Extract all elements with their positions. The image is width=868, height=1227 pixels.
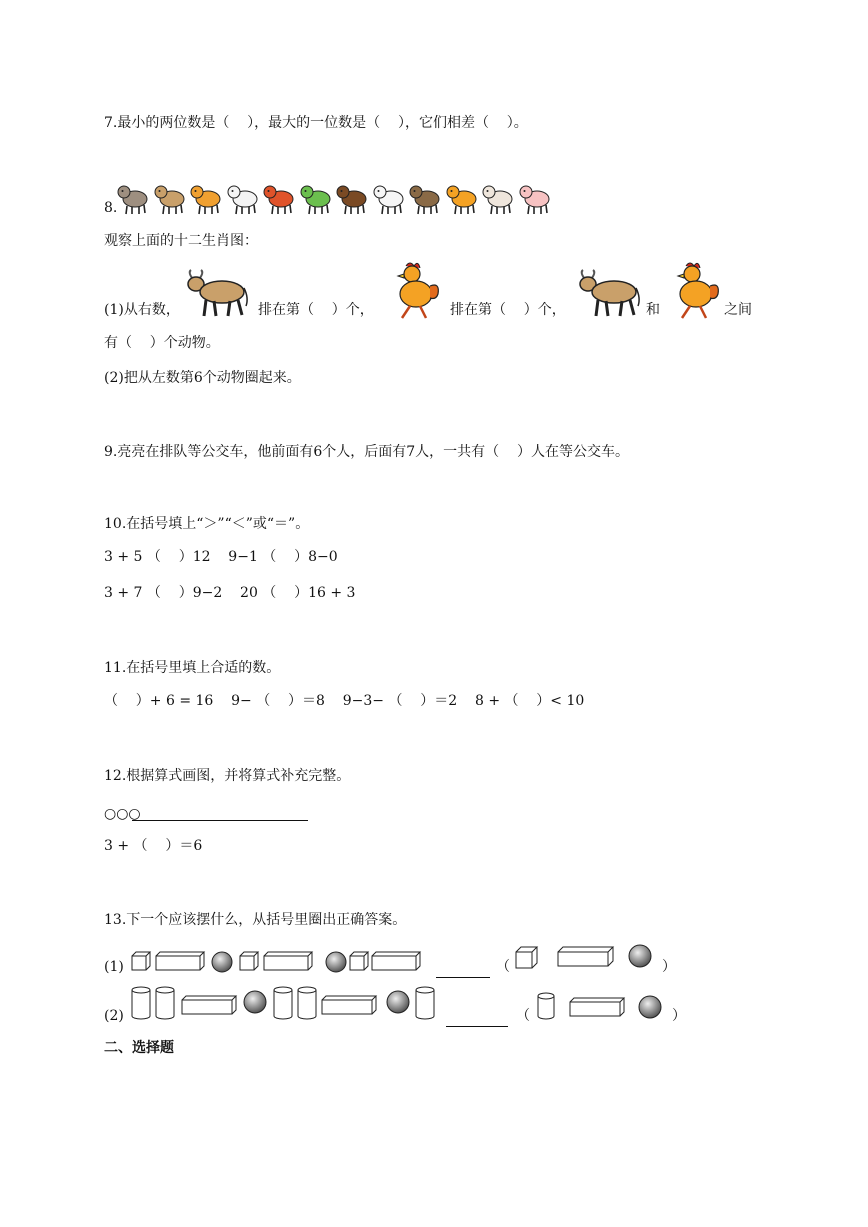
question-13-title: 13.下一个应该摆什么，从括号里圈出正确答案。 [104, 912, 407, 928]
question-10-title: 10.在括号填上“＞”“＜”或“＝”。 [104, 516, 310, 532]
rooster-icon [445, 178, 479, 216]
question-12-title: 12.根据算式画图，并将算式补充完整。 [104, 768, 351, 784]
q13-part2-open-paren: （ [516, 1008, 530, 1024]
rabbit-icon [226, 178, 260, 216]
question-8-intro: 观察上面的十二生肖图： [104, 233, 258, 249]
q8-part1-line2: 有（ ）个动物。 [104, 335, 220, 351]
q13-part1-close-paren: ） [662, 959, 676, 975]
rooster-icon [666, 260, 722, 320]
q13-part2-answer-line [446, 1026, 508, 1027]
q8-part2: (2)把从左数第6个动物圈起来。 [104, 370, 301, 386]
rat-icon [116, 178, 150, 216]
dragon-icon [262, 178, 296, 216]
q13-part1-options [512, 942, 662, 976]
monkey-icon [408, 178, 442, 216]
q13-part2-options [532, 990, 670, 1024]
ox-icon [186, 268, 250, 320]
q8-part1-between: 之间 [724, 302, 752, 318]
rooster-icon [386, 260, 442, 320]
zodiac-image-row [116, 176, 556, 218]
question-7: 7.最小的两位数是（ ），最大的一位数是（ ），它们相差（ ）。 [104, 115, 528, 131]
q12-circles: ○○○ [104, 806, 141, 822]
q13-part1-answer-line [436, 977, 490, 978]
horse-icon [335, 178, 369, 216]
section-2-title: 二、选择题 [104, 1040, 174, 1056]
q10-row-1: 3 + 5 （ ）12 9−1 （ ）8−0 [104, 549, 338, 565]
pig-icon [518, 178, 552, 216]
q10-row-2: 3 + 7 （ ）9−2 20 （ ）16 + 3 [104, 585, 356, 601]
q13-part1-open-paren: （ [496, 959, 510, 975]
q8-part1-prefix: (1)从右数， [104, 302, 180, 318]
q11-row: （ ）+ 6 = 16 9− （ ）＝8 9−3− （ ）＝2 8 + （ ）< 10 [104, 693, 585, 709]
ox-icon [153, 178, 187, 216]
q12-equation: 3 + （ ）＝6 [104, 838, 203, 854]
q8-part1-ox-rank: 排在第（ ）个， [258, 302, 374, 318]
sheep-icon [372, 178, 406, 216]
tiger-icon [189, 178, 223, 216]
ox-icon [578, 268, 642, 320]
dog-icon [481, 178, 515, 216]
q13-part2-pattern [128, 984, 444, 1024]
q12-drawing-line [132, 820, 308, 821]
q13-part1-pattern [128, 946, 428, 976]
q13-part1-label: (1) [104, 959, 124, 975]
question-8-number: 8. [104, 200, 118, 216]
question-11-title: 11.在括号里填上合适的数。 [104, 660, 281, 676]
question-9: 9.亮亮在排队等公交车，他前面有6个人，后面有7人，一共有（ ）人在等公交车。 [104, 444, 629, 460]
q13-part2-close-paren: ） [672, 1008, 686, 1024]
q8-part1-rooster-rank: 排在第（ ）个， [450, 302, 566, 318]
snake-icon [299, 178, 333, 216]
q8-part1-and: 和 [646, 302, 660, 318]
q13-part2-label: (2) [104, 1008, 124, 1024]
